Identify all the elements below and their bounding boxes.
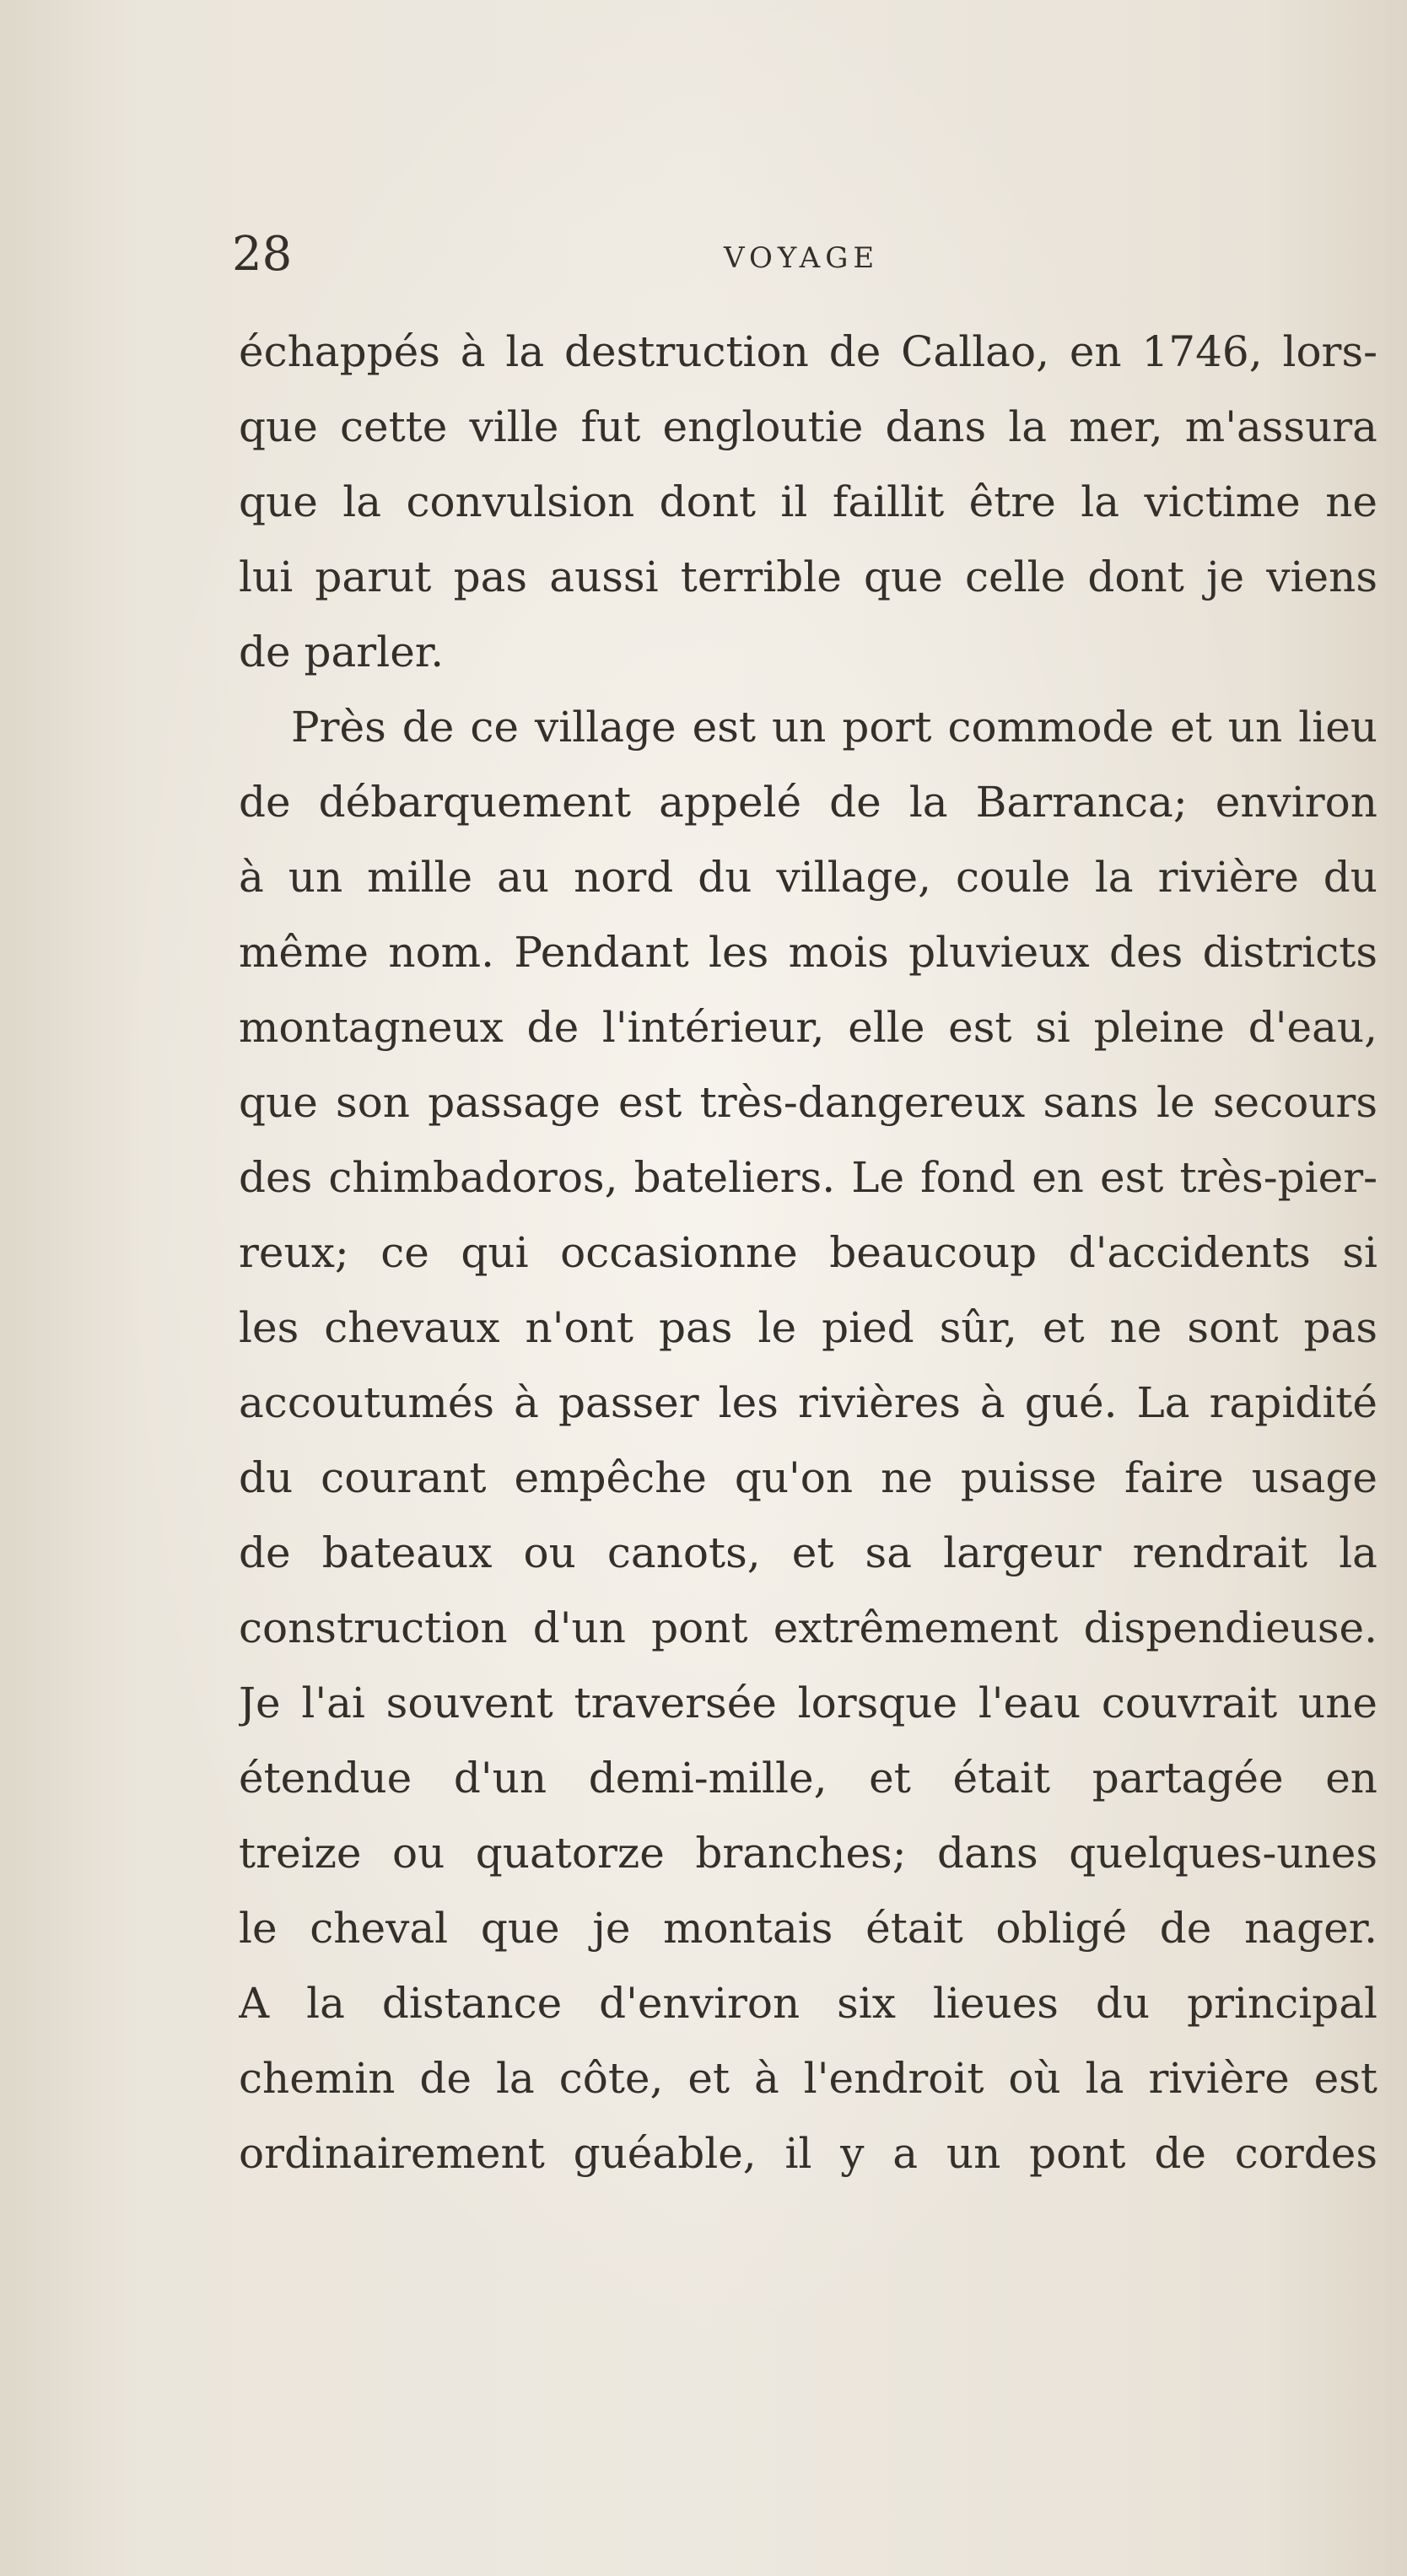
body-text xyxy=(239,315,1377,2191)
text-line: des chimbadoros, bateliers. Le fond en est très-pier- xyxy=(239,1153,1377,1202)
text-line: que son passage est très-dangereux sans le secours xyxy=(239,1078,1377,1127)
text-line: que cette ville fut engloutie dans la mer, m'assura xyxy=(239,402,1377,451)
running-head xyxy=(232,221,1379,288)
text-line: chemin de la côte, et à l'endroit où la rivière est xyxy=(239,2054,1377,2103)
text-line: étendue d'un demi-mille, et était partagée en xyxy=(239,1754,1377,1803)
text-line: treize ou quatorze branches; dans quelques-unes xyxy=(239,1829,1377,1878)
text-line: le cheval que je montais était obligé de nager. xyxy=(239,1904,1377,1953)
text-line: les chevaux n'ont pas le pied sûr, et ne sont pas xyxy=(239,1303,1377,1352)
paragraph-start-line: Près de ce village est un port commode et un lieu xyxy=(291,703,1377,752)
page-number: 28 xyxy=(232,227,293,282)
running-title: VOYAGE xyxy=(724,241,880,275)
text-line: que la convulsion dont il faillit être la victime ne xyxy=(239,477,1377,526)
text-line: de parler. xyxy=(239,628,445,676)
text-line: accoutumés à passer les rivières à gué. La rapidité xyxy=(239,1378,1377,1427)
text-line: à un mille au nord du village, coule la rivière du xyxy=(239,853,1377,902)
text-line: ordinairement guéable, il y a un pont de cordes xyxy=(239,2129,1377,2178)
text-line: montagneux de l'intérieur, elle est si pleine d'eau, xyxy=(239,1003,1377,1052)
text-line: de bateaux ou canots, et sa largeur rendrait la xyxy=(239,1528,1377,1577)
text-line: du courant empêche qu'on ne puisse faire usage xyxy=(239,1453,1377,1502)
text-line: reux; ce qui occasionne beaucoup d'accidents si xyxy=(239,1228,1377,1277)
text-line: de débarquement appelé de la Barranca; environ xyxy=(239,778,1377,827)
text-line: Je l'ai souvent traversée lorsque l'eau couvrait une xyxy=(239,1679,1377,1727)
text-line: échappés à la destruction de Callao, en 1746, lors- xyxy=(239,327,1377,376)
text-line: A la distance d'environ six lieues du principal xyxy=(239,1979,1377,2028)
text-line: construction d'un pont extrêmement dispendieuse. xyxy=(239,1603,1377,1652)
text-line: même nom. Pendant les mois pluvieux des districts xyxy=(239,928,1377,977)
text-line: lui parut pas aussi terrible que celle dont je viens xyxy=(239,552,1377,601)
